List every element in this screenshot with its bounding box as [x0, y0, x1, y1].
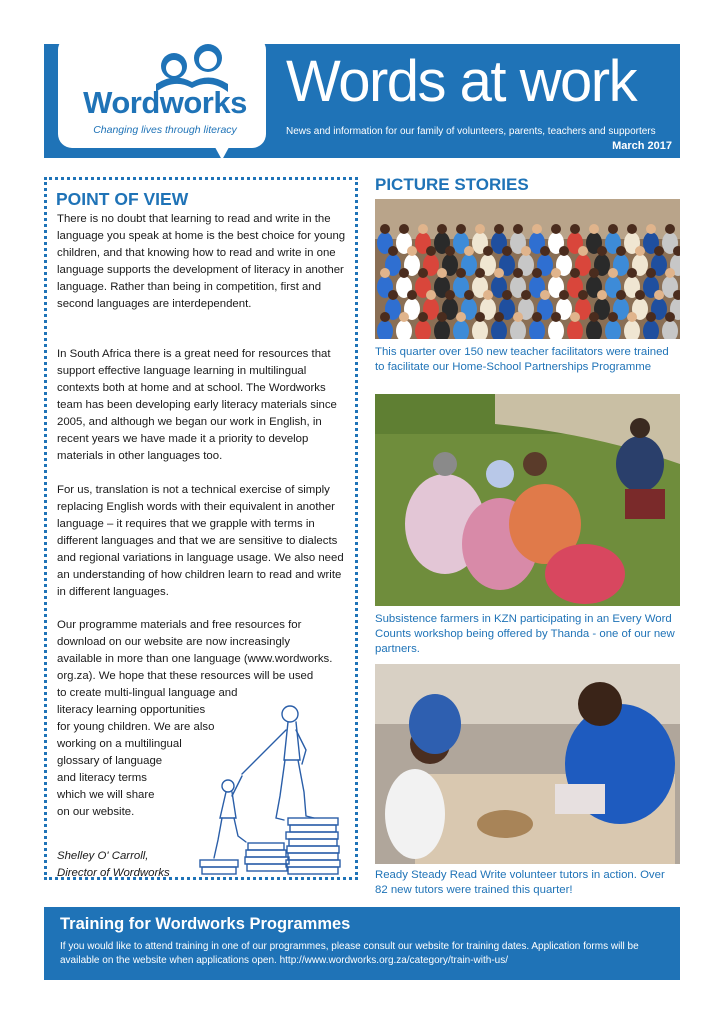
- crowd-person-head: [399, 224, 409, 234]
- pov-p4-line: literacy learning opportunities: [57, 704, 206, 716]
- photo-caption-2: Subsistence farmers in KZN participating in an Every Word Counts workshop being offered by Thanda - one of our new partners.: [375, 613, 675, 655]
- crowd-person-head: [426, 246, 436, 256]
- newsletter-title: Words at work: [286, 49, 637, 114]
- crowd-person-head: [608, 268, 618, 278]
- crowd-person-head: [551, 268, 561, 278]
- crowd-person-head: [388, 246, 398, 256]
- issue-date: March 2017: [612, 140, 672, 152]
- pov-p4-line: to create multi-lingual language and: [57, 687, 238, 699]
- crowd-person-head: [456, 224, 466, 234]
- crowd-person-head: [646, 224, 656, 234]
- pov-paragraph-2: In South Africa there is a great need for resources that support effective language learning in multilingual contexts both at home and at school. The Wordworks team has been developing early literacy materials since 2005, and although we began our work in English, in recent years we have made it a priority to develop materials in other languages too.: [57, 348, 337, 462]
- crowd-person-head: [407, 290, 417, 300]
- crowd-person-head: [483, 290, 493, 300]
- crowd-person-head: [654, 290, 664, 300]
- crowd-person-head: [407, 246, 417, 256]
- photo-caption-3: Ready Steady Read Write volunteer tutors in action. Over 82 new tutors were trained this quarter!: [375, 869, 665, 896]
- footer-text: If you would like to attend training in one of our programmes, please consult our website for training dates. Application forms will be available on the website when applications open. http://www.wordworks.org.za/category/train-with-us/: [60, 941, 639, 966]
- logo-wordmark: Wordworks: [83, 85, 247, 120]
- crowd-person-head: [521, 246, 531, 256]
- signature-role: Director of Wordworks: [57, 867, 170, 879]
- pov-p4-line: which we will share: [57, 789, 155, 801]
- crowd-person-head: [502, 246, 512, 256]
- crowd-person-head: [540, 246, 550, 256]
- newsletter-subtitle: News and information for our family of volunteers, parents, teachers and supporters: [286, 126, 656, 137]
- crowd-person-head: [665, 268, 675, 278]
- crowd-person-head: [521, 290, 531, 300]
- crowd-person-head: [646, 312, 656, 322]
- crowd-person-head: [445, 290, 455, 300]
- crowd-person-head: [502, 290, 512, 300]
- crowd-person-head: [437, 312, 447, 322]
- crowd-person-head: [388, 290, 398, 300]
- logo-bubble-tail: [210, 138, 234, 160]
- crowd-person-head: [437, 224, 447, 234]
- pov-p4-line: download on our website are now increasingly: [57, 636, 291, 648]
- crowd-person-head: [665, 312, 675, 322]
- crowd-person-head: [418, 268, 428, 278]
- crowd-person-head: [578, 246, 588, 256]
- crowd-person-head: [551, 224, 561, 234]
- crowd-person-head: [380, 224, 390, 234]
- crowd-person-head: [578, 290, 588, 300]
- crowd-person-head: [380, 312, 390, 322]
- crowd-person-head: [456, 312, 466, 322]
- crowd-person-head: [513, 268, 523, 278]
- crowd-person-head: [635, 246, 645, 256]
- crowd-person-head: [608, 224, 618, 234]
- crowd-person-head: [464, 290, 474, 300]
- crowd-person-head: [513, 224, 523, 234]
- crowd-person-head: [635, 290, 645, 300]
- crowd-person-head: [589, 312, 599, 322]
- picture-stories-heading: PICTURE STORIES: [375, 175, 529, 194]
- pov-p4-link-line[interactable]: available in more than one language (www.wordworks.: [57, 653, 333, 665]
- crowd-person-head: [475, 268, 485, 278]
- crowd-person-head: [456, 268, 466, 278]
- adult-helping-child-climb-books-illustration: [188, 700, 350, 878]
- pov-p4-line: glossary of language: [57, 755, 163, 767]
- crowd-person-head: [570, 312, 580, 322]
- photo-volunteer-tutors: [375, 664, 680, 864]
- crowd-person-head: [597, 290, 607, 300]
- crowd-person-head: [646, 268, 656, 278]
- crowd-person-head: [627, 312, 637, 322]
- pov-p4-line: working on a multilingual: [57, 738, 182, 750]
- crowd-person-head: [654, 246, 664, 256]
- crowd-person-head: [589, 224, 599, 234]
- crowd-person-head: [551, 312, 561, 322]
- crowd-person-head: [475, 224, 485, 234]
- group-photo-teacher-facilitators: [375, 199, 680, 339]
- crowd-person-head: [475, 312, 485, 322]
- pov-p4-line: for young children. We are also: [57, 721, 215, 733]
- crowd-person-head: [426, 290, 436, 300]
- crowd-person-head: [513, 312, 523, 322]
- crowd-person-head: [494, 268, 504, 278]
- pov-paragraph-3: For us, translation is not a technical exercise of simply replacing English words with their equivalent in another language – it requires that we grapple with terms in different languages and that we are sensitive to dialects and regional variations in language usage. We also need an understanding of how children learn to read and write in different languages.: [57, 484, 344, 598]
- crowd-person-head: [616, 246, 626, 256]
- crowd-person-head: [494, 312, 504, 322]
- crowd-person-head: [399, 268, 409, 278]
- photo-caption-1: This quarter over 150 new teacher facilitators were trained to facilitate our Home-School Partnerships Programme: [375, 346, 669, 373]
- crowd-person-head: [608, 312, 618, 322]
- pov-p4-line: and literacy terms: [57, 772, 147, 784]
- crowd-person-head: [418, 224, 428, 234]
- crowd-person-head: [437, 268, 447, 278]
- photo-farmers-workshop: [375, 394, 680, 606]
- pov-paragraph-1: There is no doubt that learning to read and write in the language you speak at home is the best choice for young children, and that knowing how to read and write in one language supports the development of literacy in another language. Rather than being in competition, first and second languages are interdependent.: [57, 213, 346, 310]
- pov-p4-line: on our website.: [57, 806, 135, 818]
- signature-name: Shelley O' Carroll,: [57, 850, 149, 862]
- logo-tagline: Changing lives through literacy: [93, 124, 237, 136]
- crowd-person-head: [589, 268, 599, 278]
- crowd-person-head: [399, 312, 409, 322]
- footer-heading: Training for Wordworks Programmes: [60, 915, 351, 933]
- crowd-person-head: [627, 268, 637, 278]
- crowd-person-head: [570, 224, 580, 234]
- crowd-person-head: [627, 224, 637, 234]
- pov-p4-line: Our programme materials and free resources for: [57, 619, 302, 631]
- point-of-view-heading: POINT OF VIEW: [56, 189, 189, 209]
- crowd-person-head: [494, 224, 504, 234]
- crowd-person-head: [597, 246, 607, 256]
- crowd-person-head: [559, 290, 569, 300]
- crowd-person-head: [665, 224, 675, 234]
- crowd-person-head: [540, 290, 550, 300]
- crowd-person-head: [616, 290, 626, 300]
- crowd-person-head: [380, 268, 390, 278]
- crowd-person-head: [418, 312, 428, 322]
- signature: [57, 848, 197, 882]
- crowd-person-head: [464, 246, 474, 256]
- pov-p4-line: org.za). We hope that these resources will be used: [57, 670, 314, 682]
- crowd-person-head: [570, 268, 580, 278]
- crowd-person-head: [532, 224, 542, 234]
- crowd-person-head: [483, 246, 493, 256]
- crowd-person-head: [559, 246, 569, 256]
- crowd-person-head: [532, 312, 542, 322]
- crowd-person-head: [445, 246, 455, 256]
- crowd-person-head: [532, 268, 542, 278]
